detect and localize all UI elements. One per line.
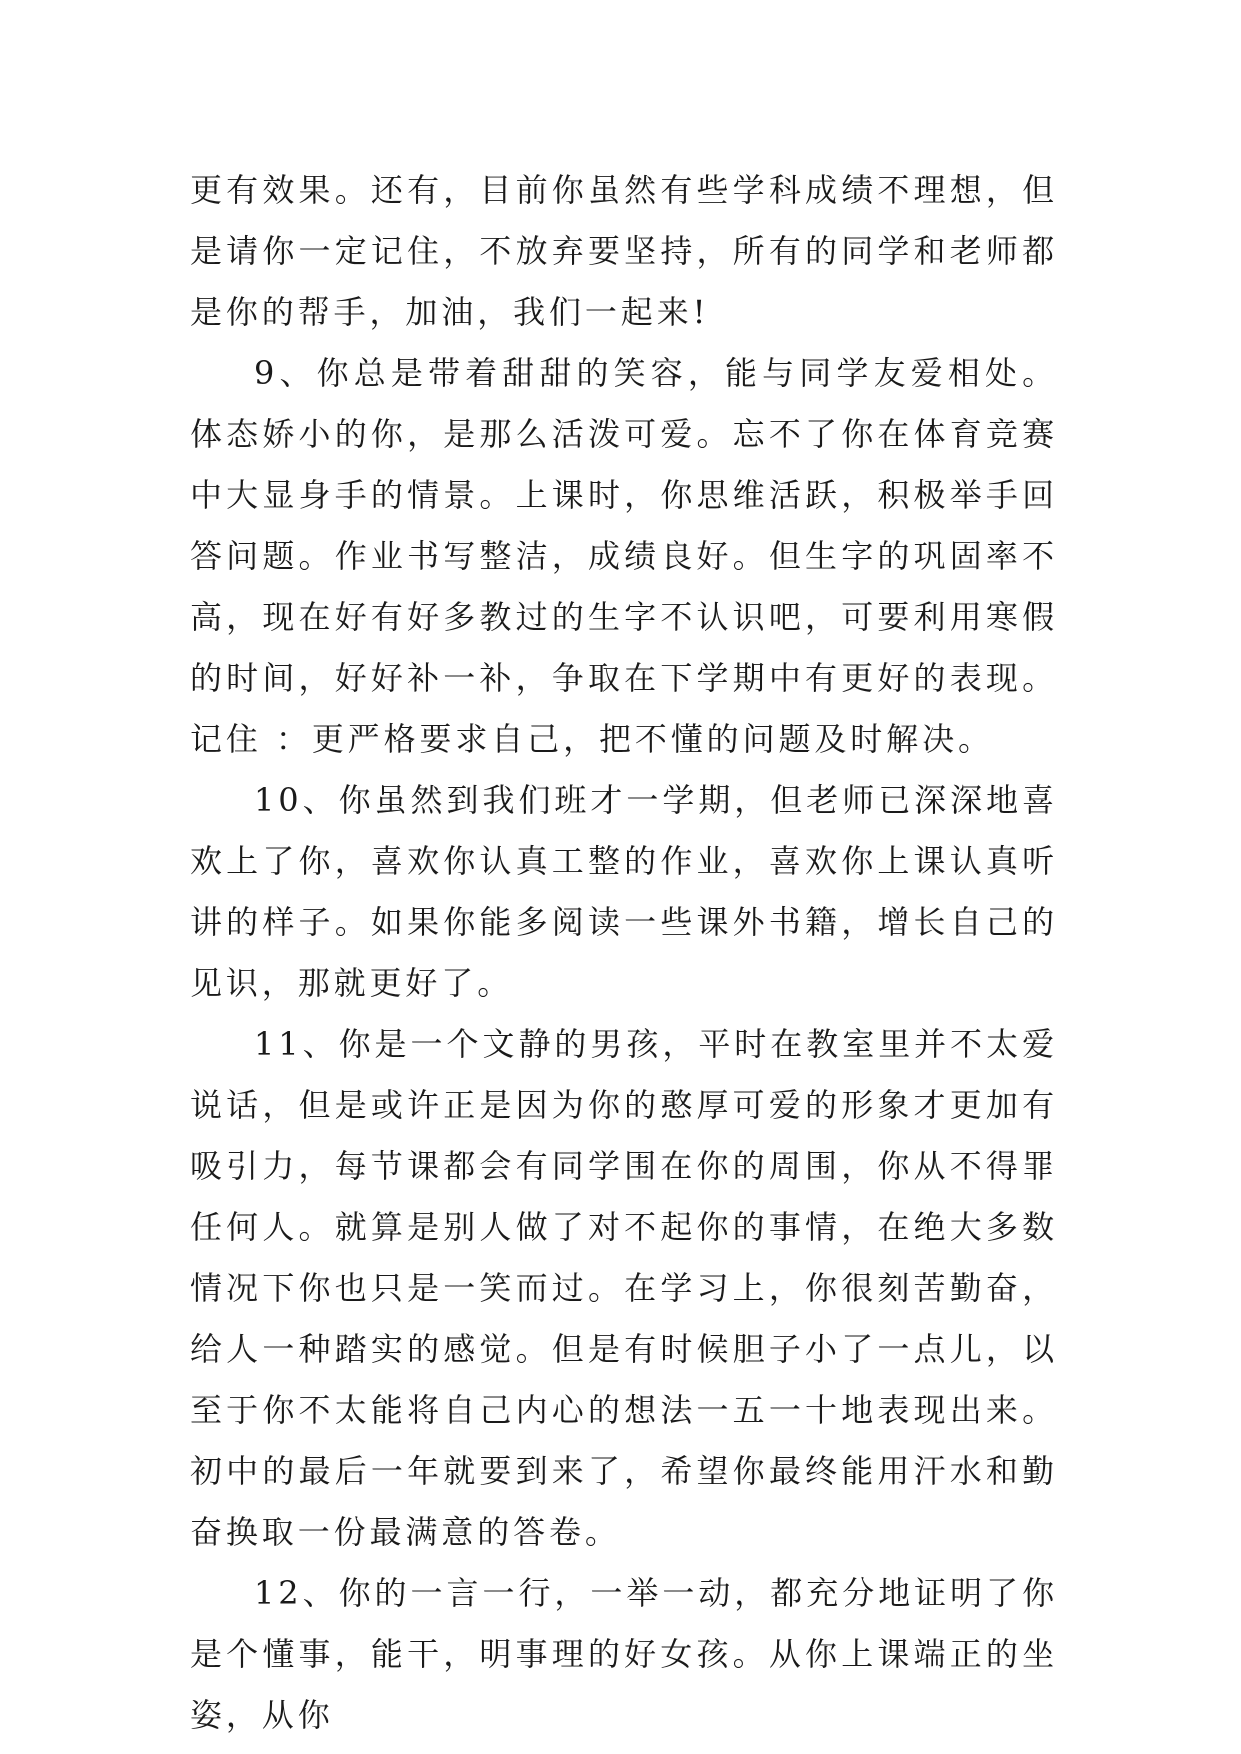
paragraph-comment-10: 10、你虽然到我们班才一学期，但老师已深深地喜欢上了你，喜欢你认真工整的作业，喜欢你上课认真听讲的样子。如果你能多阅读一些课外书籍，增长自己的见识，那就更好了。 (190, 781, 1058, 1002)
paragraph-comment-12: 12、你的一言一行，一举一动，都充分地证明了你是个懂事，能干，明事理的好女孩。从你上课端正的坐姿，从你 (190, 1574, 1058, 1734)
paragraph-comment-11: 11、你是一个文静的男孩，平时在教室里并不太爱说话，但是或许正是因为你的憨厚可爱的形象才更加有吸引力，每节课都会有同学围在你的周围，你从不得罪任何人。就算是别人做了对不起你的事情，在绝大多数情况下你也只是一笑而过。在学习上，你很刻苦勤奋，给人一种踏实的感觉。但是有时候胆子小了一点儿，以至于你不太能将自己内心的想法一五一十地表现出来。初中的最后一年就要到来了，希望你最终能用汗水和勤奋换取一份最满意的答卷。 (190, 1025, 1058, 1551)
document-body (190, 160, 1058, 1746)
paragraph-continuation: 更有效果。还有，目前你虽然有些学科成绩不理想，但是请你一定记住，不放弃要坚持，所有的同学和老师都是你的帮手，加油，我们一起来! (190, 171, 1058, 331)
paragraph-comment-9: 9、你总是带着甜甜的笑容，能与同学友爱相处。体态娇小的你，是那么活泼可爱。忘不了你在体育竞赛中大显身手的情景。上课时，你思维活跃，积极举手回答问题。作业书写整洁，成绩良好。但生字的巩固率不高，现在好有好多教过的生字不认识吧，可要利用寒假的时间，好好补一补，争取在下学期中有更好的表现。记住 ：更严格要求自己，把不懂的问题及时解决。 (190, 354, 1058, 758)
